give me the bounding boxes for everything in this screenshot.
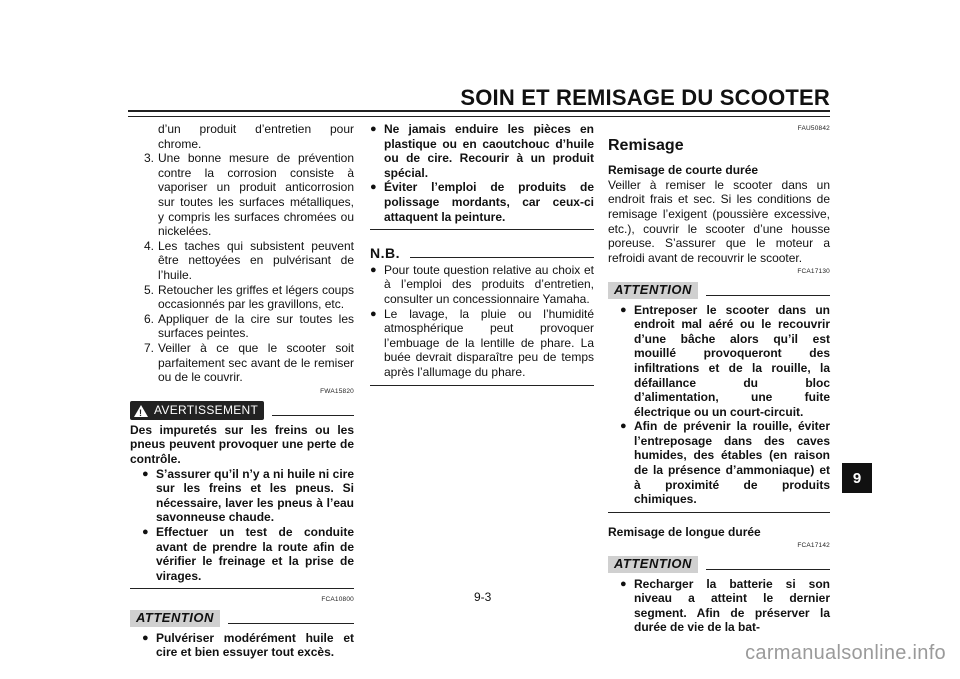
list-item: 5. Retoucher les griffes et légers coups occasionnés par les gravillons, etc. <box>144 282 354 312</box>
body-text: Veiller à remiser le scooter dans un endroit frais et sec. Si les conditions de remisage l’exigent (poussière excessive, etc.), couvrir le scooter d’une housse poreuse. S’assurer que le moteur a refroidi avant de recouvrir le scooter. <box>608 177 830 265</box>
list-item: ● Pour toute question relative au choix et à l’emploi des produits d’entretien, consulter un concessionnaire Yamaha. <box>370 262 594 306</box>
list-item: 7. Veiller à ce que le scooter soit parfaitement sec avant de le remiser ou de le couvrir. <box>144 340 354 385</box>
attention-code: FCA17142 <box>797 542 830 550</box>
section-code: FAU50842 <box>797 125 830 132</box>
title-rule <box>128 110 830 117</box>
bullet-icon: ● <box>142 526 149 539</box>
list-item: ● Ne jamais enduire les pièces en plastique ou en caoutchouc d’huile ou de cire. Recourir à un produit spécial. <box>370 122 594 180</box>
bullet-icon: ● <box>620 420 627 433</box>
bullet-icon: ● <box>370 307 377 320</box>
attention-header <box>608 556 830 573</box>
attention-label: ATTENTION <box>608 556 698 573</box>
attention-label: ATTENTION <box>608 282 698 299</box>
list-item: ● Entreposer le scooter dans un endroit mal aéré ou le recouvrir d’une bâche alors qu’il est mouillé provoqueront des infiltrations et de la rouille, la défaillance du bloc d’alimentation, une fuite électrique ou un court-circuit. <box>620 302 830 419</box>
attention-code: FCA17130 <box>797 268 830 276</box>
warning-triangle-icon: ! <box>134 405 148 417</box>
page-number: 9-3 <box>474 590 492 604</box>
bullet-icon: ● <box>142 467 149 480</box>
intro-text: d’un produit d’entretien pour chrome. <box>158 122 354 151</box>
list-item: ● Afin de prévenir la rouille, éviter l’entreposage dans des caves humides, des étables (en raison de la présence d’ammoniaque) et à proximité de produits chimiques. <box>620 419 830 507</box>
list-item: 3. Une bonne mesure de prévention contre la corrosion consiste à vaporiser un produit anticorrosion sur toutes les surfaces métalliques, y compris les surfaces chromées ou nickelées. <box>144 151 354 239</box>
attention-header <box>608 282 830 299</box>
nb-header <box>370 246 594 261</box>
attention-label: ATTENTION <box>130 610 220 627</box>
warning-intro: Des impuretés sur les freins ou les pneus peuvent provoquer une perte de contrôle. <box>130 422 354 467</box>
column-1 <box>130 122 354 660</box>
warning-label: AVERTISSEMENT <box>154 403 259 418</box>
list-item: ● Effectuer un test de conduite avant de prendre la route afin de vérifier le freinage et la prise de virages. <box>142 525 354 583</box>
list-item: ● Le lavage, la pluie ou l’humidité atmosphérique peut provoquer l’embuage de la lentille de phare. La buée devrait disparaître peu de temps après l’allumage du phare. <box>370 306 594 379</box>
list-item: ● Éviter l’emploi de produits de polissage mordants, car ceux-ci attaquent la peinture. <box>370 180 594 224</box>
bullet-icon: ● <box>620 303 627 316</box>
column-3 <box>608 122 830 635</box>
page-title: SOIN ET REMISAGE DU SCOOTER <box>460 85 830 110</box>
attention-header <box>130 610 354 627</box>
nb-label: N.B. <box>370 245 400 262</box>
list-item: ● Pulvériser modérément huile et cire et bien essuyer tout excès. <box>142 630 354 660</box>
attention-code: FCA10800 <box>321 596 354 604</box>
bullet-icon: ● <box>370 181 377 194</box>
subsection-title: Remisage de courte durée <box>608 163 759 178</box>
list-item: 4. Les taches qui subsistent peuvent être nettoyées en pulvérisant de l’huile. <box>144 238 354 282</box>
bullet-icon: ● <box>142 631 149 644</box>
chapter-tab[interactable]: 9 <box>842 463 872 493</box>
warning-header <box>130 401 354 420</box>
list-item: ● S’assurer qu’il n’y a ni huile ni cire sur les freins et les pneus. Si nécessaire, laver les pneus à l’eau savonneuse chaude. <box>142 466 354 525</box>
subsection-title: Remisage de longue durée <box>608 524 761 539</box>
list-item: ● Recharger la batterie si son niveau a atteint le dernier segment. Afin de préserver la durée de vie de la bat- <box>620 576 830 635</box>
column-2 <box>370 122 594 390</box>
bullet-icon: ● <box>620 577 627 590</box>
bullet-icon: ● <box>370 123 377 135</box>
watermark: carmanualsonline.info <box>745 642 946 664</box>
warning-code: FWA15820 <box>320 387 354 395</box>
list-item: 6. Appliquer de la cire sur toutes les surfaces peintes. <box>144 311 354 341</box>
bullet-icon: ● <box>370 263 377 276</box>
section-title: Remisage <box>608 136 684 154</box>
